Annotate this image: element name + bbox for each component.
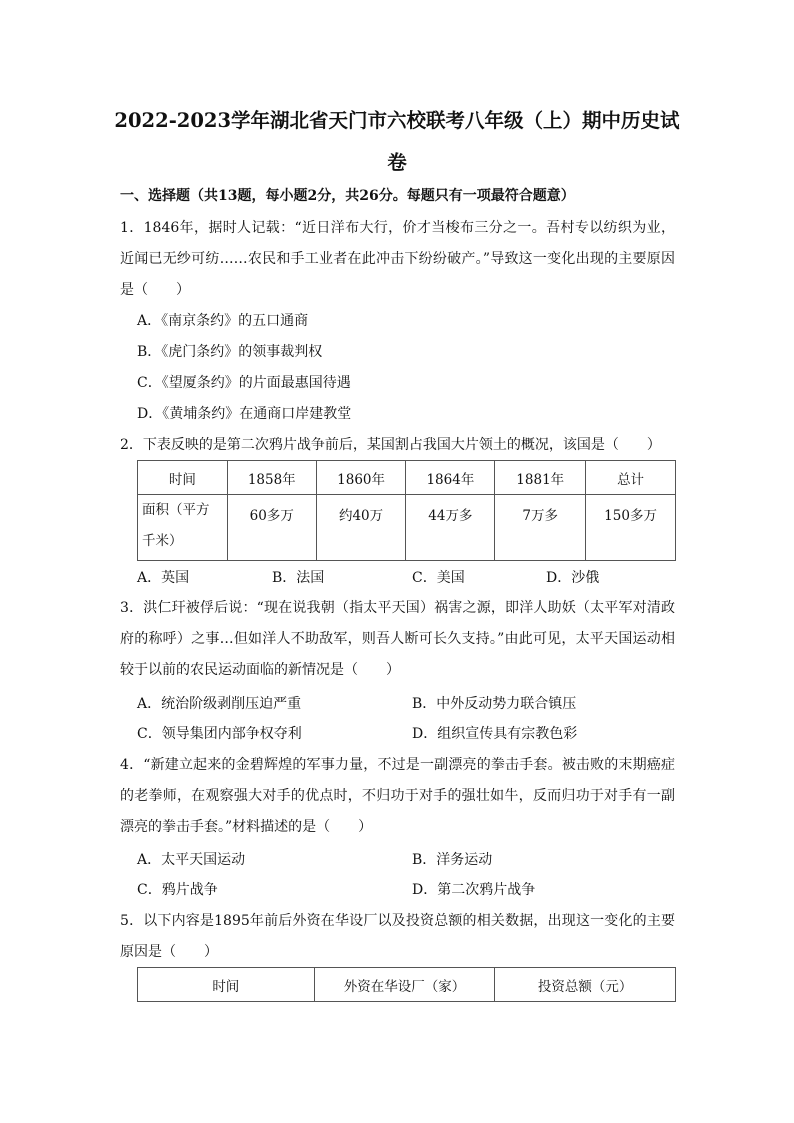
question-1-option-b: B．《虎门条约》的领事裁判权 [137,344,323,360]
question-3-text [120,593,675,686]
question-5-table [137,967,676,1002]
question-4-stem: 4．“新建立起来的金碧辉煌的军事力量，不过是一副漂亮的拳击手套。被击败的末期癌症的老拳师，在观察强大对手的优点时，不归功于对手的强壮如牛，反而归功于对手有一副漂亮的拳击手套。”材料描述的是（ ） [120,757,675,835]
question-2-option-b: B．法国 [272,570,325,586]
question-3-option-c: C．领导集团内部争权夺利 [137,726,302,742]
table-header-cell: 时间 [138,968,315,1002]
table-cell: 面积（平方千米） [138,495,228,561]
table-cell: 约40万 [316,495,406,561]
question-3-option-b: B．中外反动势力联合镇压 [412,696,577,712]
table-header-cell: 投资总额（元） [495,968,676,1002]
question-3-option-a: A．统治阶级剥削压迫严重 [137,696,302,712]
table-cell: 44万多 [406,495,495,561]
question-1-stem: 1．1846年，据时人记载：“近日洋布大行，价才当梭布三分之一。吾村专以纺织为业，近闻已无纱可纺……农民和手工业者在此冲击下纷纷破产。”导致这一变化出现的主要原因是（ ） [120,220,675,298]
question-3-stem: 3．洪仁玕被俘后说：“现在说我朝（指太平天国）祸害之源，即洋人助妖（太平军对清政府的称呼）之事…但如洋人不助敌军，则吾人断可长久支持。”由此可见，太平天国运动相较于以前的农民运动面临的新情况是（ ） [120,600,675,678]
table-cell: 60多万 [227,495,316,561]
table-header-cell: 外资在华设厂（家） [314,968,495,1002]
question-2-option-d: D．沙俄 [546,570,600,586]
table-header-cell: 1881年 [495,461,586,495]
question-5-stem: 5．以下内容是1895年前后外资在华设厂以及投资总额的相关数据，出现这一变化的主要原因是（ ） [120,913,675,960]
question-2-text [120,430,675,461]
question-5-text [120,906,675,968]
question-3-option-d: D．组织宣传具有宗教色彩 [412,726,578,742]
table-header-cell: 1860年 [316,461,406,495]
question-4-option-d: D．第二次鸦片战争 [412,882,536,898]
question-4-option-a: A．太平天国运动 [137,852,246,868]
table-header-row [138,968,676,1002]
question-1-option-a: A．《南京条约》的五口通商 [137,313,309,329]
section-heading: 一、选择题（共13题，每小题2分，共26分。每题只有一项最符合题意） [120,188,575,204]
question-1-text [120,213,675,306]
question-2-table [137,460,676,561]
question-4-text [120,750,675,843]
table-header-cell: 时间 [138,461,228,495]
question-1-option-c: C．《望厦条约》的片面最惠国待遇 [137,375,351,391]
question-2-option-a: A．英国 [137,570,190,586]
question-4-option-b: B．洋务运动 [412,852,493,868]
question-2-stem: 2．下表反映的是第二次鸦片战争前后，某国割占我国大片领土的概况，该国是（ ） [120,437,661,453]
question-2-option-c: C．美国 [412,570,465,586]
table-cell: 150多万 [586,495,676,561]
table-header-cell: 1864年 [406,461,495,495]
table-header-cell: 1858年 [227,461,316,495]
question-1-option-d: D．《黄埔条约》在通商口岸建教堂 [137,406,352,422]
table-header-cell: 总计 [586,461,676,495]
question-4-option-c: C．鸦片战争 [137,882,218,898]
table-header-row [138,461,676,495]
page-title: 2022-2023学年湖北省天门市六校联考八年级（上）期中历史试卷 [114,109,680,174]
table-cell: 7万多 [495,495,586,561]
table-row [138,495,676,561]
